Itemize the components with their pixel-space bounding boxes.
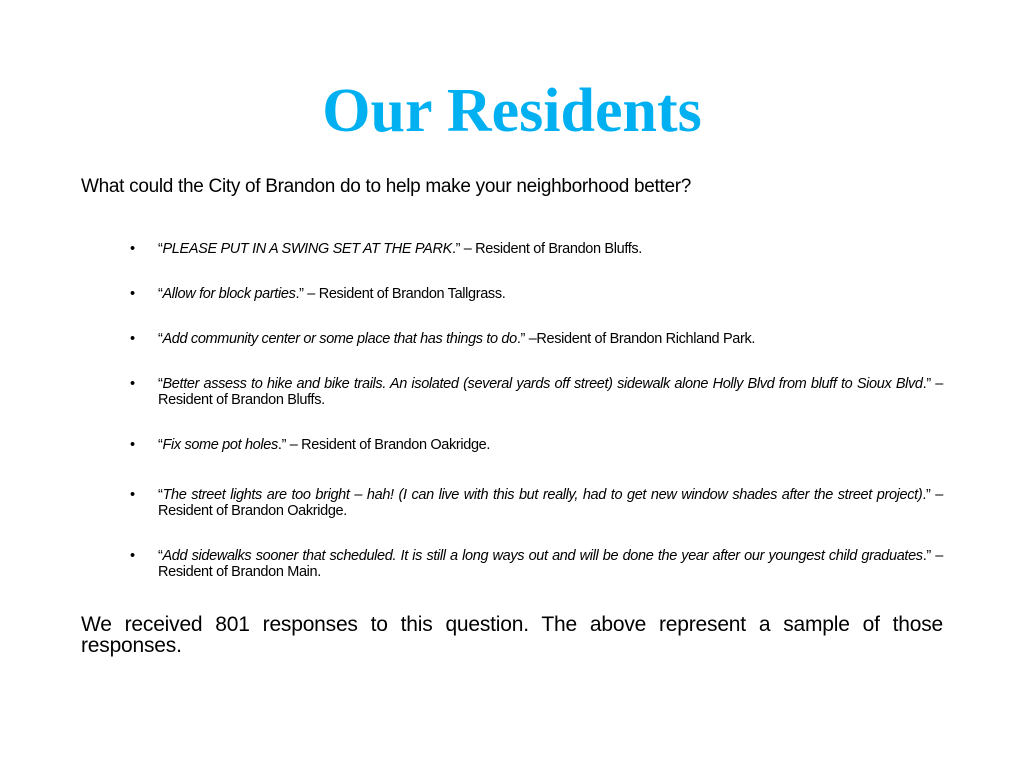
- slide-title: Our Residents: [322, 77, 702, 145]
- resident-quote: PLEASE PUT IN A SWING SET AT THE PARK: [162, 241, 452, 257]
- quote-text: [158, 241, 943, 257]
- attribution: .” – Resident of Brandon Bluffs.: [451, 241, 642, 257]
- attribution: .” – Resident of Brandon Oakridge.: [277, 437, 491, 453]
- open-quote: “: [158, 437, 163, 453]
- bullet-icon: •: [130, 331, 135, 347]
- quote-text: [158, 286, 943, 302]
- open-quote: “: [158, 548, 163, 564]
- summary-text: We received 801 responses to this question. The above represent a sample of those responses.: [81, 613, 943, 657]
- attribution: .” – Resident of Brandon Oakridge.: [158, 487, 943, 519]
- attribution: .” – Resident of Brandon Bluffs.: [158, 376, 943, 408]
- resident-quote: Fix some pot holes: [162, 437, 278, 453]
- resident-quote: The street lights are too bright – hah! (I can live with this but really, had to get new window shades after the street project): [162, 487, 923, 503]
- bullet-icon: •: [130, 286, 135, 302]
- quote-item: [130, 331, 943, 347]
- resident-quote: Add community center or some place that has things to do: [162, 331, 517, 347]
- quote-text: [158, 437, 943, 453]
- quote-text: [158, 376, 943, 408]
- bullet-icon: •: [130, 487, 135, 503]
- bullet-icon: •: [130, 548, 135, 564]
- open-quote: “: [158, 487, 163, 503]
- attribution: .” – Resident of Brandon Main.: [158, 548, 943, 580]
- open-quote: “: [158, 331, 163, 347]
- bullet-icon: •: [130, 437, 135, 453]
- bullet-icon: •: [130, 241, 135, 257]
- quote-item: [130, 376, 943, 408]
- open-quote: “: [158, 286, 163, 302]
- open-quote: “: [158, 376, 163, 392]
- quote-text: [158, 548, 943, 580]
- quote-item: [130, 437, 943, 453]
- resident-quote: Better assess to hike and bike trails. An isolated (several yards off street) sidewalk alone Holly Blvd from bluff to Sioux Blvd: [162, 376, 923, 392]
- open-quote: “: [158, 241, 163, 257]
- resident-quote: Allow for block parties: [162, 286, 296, 302]
- bullet-icon: •: [130, 376, 135, 392]
- attribution: .” –Resident of Brandon Richland Park.: [516, 331, 756, 347]
- quote-item: [130, 487, 943, 519]
- resident-quote: Add sidewalks sooner that scheduled. It is still a long ways out and will be done the year after our youngest child graduates: [162, 548, 923, 564]
- quote-item: [130, 241, 943, 257]
- quote-item: [130, 286, 943, 302]
- quote-text: [158, 331, 943, 347]
- quote-text: [158, 487, 943, 519]
- survey-question: What could the City of Brandon do to help make your neighborhood better?: [81, 176, 692, 197]
- quote-item: [130, 548, 943, 580]
- attribution: .” – Resident of Brandon Tallgrass.: [295, 286, 506, 302]
